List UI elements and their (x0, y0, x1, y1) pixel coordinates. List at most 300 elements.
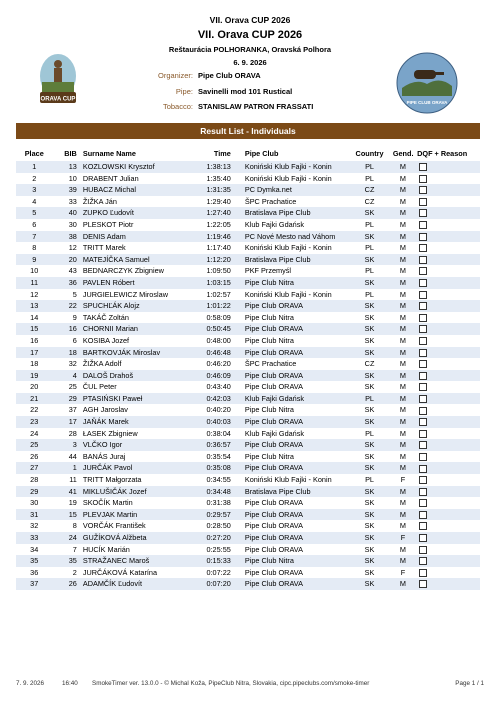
gender-cell: M (391, 393, 415, 405)
table-row (16, 486, 480, 498)
dqf-cell (415, 451, 480, 463)
bib-cell: 11 (69, 475, 77, 485)
time-cell: 0:46:48 (194, 347, 237, 359)
country-cell: SK (348, 254, 391, 266)
place-cell: 21 (16, 393, 52, 405)
place-cell: 35 (16, 555, 52, 567)
time-cell: 1:19:46 (194, 231, 237, 243)
club-cell: Bratislava Pipe Club (237, 254, 348, 266)
dqf-cell (415, 161, 480, 173)
bib-cell: 35 (52, 555, 80, 567)
table-row (16, 567, 480, 579)
club-cell: Pipe Club ORAVA (244, 521, 303, 531)
time-cell: 0:40:03 (194, 416, 237, 428)
dqf-cell (415, 567, 480, 579)
country-cell: PL (348, 161, 391, 173)
gender-cell: M (399, 196, 407, 206)
bib-cell: 6 (72, 335, 77, 345)
dqf-checkbox[interactable] (419, 569, 427, 577)
place-cell: 34 (30, 544, 39, 554)
table-row (16, 323, 480, 335)
dqf-cell (415, 439, 480, 451)
bib-cell: 32 (68, 359, 77, 369)
club-cell: ŠPC Prachatice (244, 359, 297, 369)
club-cell: Pipe Club Nitra (244, 335, 294, 345)
time-cell: 0:35:54 (206, 451, 231, 461)
table-row (16, 254, 480, 266)
country-cell: SK (364, 312, 375, 322)
place-cell: 32 (30, 521, 39, 531)
time-cell: 0:40:20 (206, 405, 231, 415)
country-cell: SK (364, 544, 375, 554)
dqf-cell (415, 381, 480, 393)
table-row (16, 555, 480, 567)
table-row (16, 219, 480, 231)
bib-cell: 28 (68, 428, 77, 438)
footer-date: 7. 9. 2026 (16, 680, 45, 687)
club-cell: Koniński Klub Fajki - Konin (244, 289, 332, 299)
gender-cell: M (391, 416, 415, 428)
dqf-checkbox[interactable] (419, 209, 427, 217)
bib-cell: 30 (68, 219, 77, 229)
dqf-checkbox[interactable] (419, 163, 427, 171)
bib-cell: 15 (52, 509, 80, 521)
place-cell: 7 (16, 231, 52, 243)
gender-cell: M (399, 219, 407, 229)
country-cell: SK (348, 231, 391, 243)
time-cell: 1:22:05 (206, 219, 231, 229)
country-cell: PL (365, 219, 374, 229)
name-cell: JURČÁK Pavol (81, 462, 194, 474)
gender-cell: M (399, 428, 407, 438)
club-cell: Koniński Klub Fajki - Konin (244, 243, 332, 253)
place-cell: 15 (16, 323, 52, 335)
time-cell: 1:31:35 (194, 184, 237, 196)
club-cell: Pipe Club Nitra (244, 451, 294, 461)
place-cell: 33 (16, 532, 52, 544)
footer-credits: SmokeTimer ver. 13.0.0 - © Michal Koža, PipeClub Nitra, Slovakia, cipc.pipeclubs.com/smoke-timer (92, 680, 370, 687)
name-cell: TRITT Marek (82, 243, 126, 253)
bib-cell: 12 (68, 243, 77, 253)
table-row (16, 207, 480, 219)
country-cell: SK (348, 207, 391, 219)
club-cell: ŠPC Prachatice (244, 196, 297, 206)
tobacco-label: Tobacco: (162, 102, 193, 111)
club-cell: Pipe Club ORAVA (244, 567, 303, 577)
dqf-checkbox[interactable] (419, 499, 427, 507)
name-cell: DENIS Adam (81, 231, 194, 243)
gender-cell: M (391, 254, 415, 266)
col-place: Place (16, 146, 52, 161)
table-row (16, 312, 480, 324)
country-cell: SK (364, 405, 375, 415)
country-cell: SK (348, 509, 391, 521)
country-cell: SK (364, 382, 375, 392)
dqf-checkbox[interactable] (419, 430, 427, 438)
country-cell: SK (364, 451, 375, 461)
dqf-checkbox[interactable] (419, 244, 427, 252)
bib-cell: 18 (52, 347, 80, 359)
time-cell: 1:02:57 (206, 289, 231, 299)
dqf-cell (415, 231, 480, 243)
dqf-cell (415, 474, 480, 486)
col-name: Surname Name (81, 146, 194, 161)
dqf-cell (415, 358, 480, 370)
place-cell: 24 (30, 428, 39, 438)
country-cell: PL (365, 289, 374, 299)
dqf-checkbox[interactable] (419, 186, 427, 194)
table-row (16, 265, 480, 277)
dqf-checkbox[interactable] (419, 441, 427, 449)
name-cell: VORČÁK František (82, 521, 146, 531)
club-cell: Bratislava Pipe Club (237, 207, 348, 219)
name-cell: TAKÁČ Zoltán (82, 312, 129, 322)
bib-cell: 9 (72, 312, 77, 322)
bib-cell: 2 (72, 567, 77, 577)
gender-cell: M (399, 335, 407, 345)
col-club: Pipe Club (237, 146, 348, 161)
gender-cell: M (391, 555, 415, 567)
gender-cell: M (391, 231, 415, 243)
dqf-checkbox[interactable] (419, 372, 427, 380)
dqf-checkbox[interactable] (419, 522, 427, 530)
dqf-checkbox[interactable] (419, 546, 427, 554)
table-row (16, 300, 480, 312)
club-cell: Pipe Club ORAVA (237, 370, 348, 382)
country-cell: SK (348, 462, 391, 474)
name-cell: JURGIELEWICZ Miroslaw (82, 289, 168, 299)
event-venue: Reštaurácia POLHORANKA, Oravská Polhora (168, 45, 332, 54)
time-cell: 0:46:09 (194, 370, 237, 382)
name-cell: ŽIŽKA Adolf (82, 359, 122, 369)
time-cell: 0:31:38 (206, 498, 231, 508)
bib-cell: 24 (52, 532, 80, 544)
place-cell: 12 (30, 289, 39, 299)
dqf-checkbox[interactable] (419, 256, 427, 264)
club-cell: Klub Fajki Gdańsk (237, 393, 348, 405)
dqf-cell (415, 370, 480, 382)
table-row (16, 544, 480, 556)
organizer-label: Organizer: (157, 71, 193, 80)
table-row (16, 277, 480, 289)
col-time: Time (194, 146, 237, 161)
table-row (16, 381, 480, 393)
dqf-checkbox[interactable] (419, 360, 427, 368)
pipe-club-orava-logo (396, 52, 458, 114)
dqf-checkbox[interactable] (419, 534, 427, 542)
time-cell: 1:12:20 (194, 254, 237, 266)
name-cell: PLEVJAK Martin (81, 509, 194, 521)
club-cell: PC Dymka.net (237, 184, 348, 196)
time-cell: 0:29:57 (194, 509, 237, 521)
name-cell: BANÁS Juraj (82, 451, 126, 461)
place-cell: 5 (16, 207, 52, 219)
club-cell: Pipe Club ORAVA (237, 323, 348, 335)
club-cell: Pipe Club ORAVA (244, 498, 303, 508)
bib-cell: 20 (52, 254, 80, 266)
table-row (16, 173, 480, 185)
dqf-checkbox[interactable] (419, 557, 427, 565)
bib-cell: 3 (52, 439, 80, 451)
country-cell: SK (364, 567, 375, 577)
dqf-checkbox[interactable] (419, 267, 427, 275)
dqf-cell (415, 393, 480, 405)
table-row (16, 532, 480, 544)
country-cell: SK (348, 300, 391, 312)
name-cell: DALOŠ Drahoš (81, 370, 194, 382)
bib-cell: 7 (72, 544, 77, 554)
name-cell: PAVLEN Róbert (81, 277, 194, 289)
bib-cell: 19 (68, 498, 77, 508)
time-cell: 0:35:08 (194, 462, 237, 474)
name-cell: HUBACZ Michal (81, 184, 194, 196)
time-cell: 0:34:55 (206, 475, 231, 485)
dqf-cell (415, 219, 480, 231)
club-cell: Klub Fajki Gdańsk (244, 428, 305, 438)
dqf-cell (415, 300, 480, 312)
club-cell: Pipe Club Nitra (244, 312, 294, 322)
country-cell: PL (365, 266, 374, 276)
club-cell: Pipe Club Nitra (244, 405, 294, 415)
result-list-banner: Result List - Individuals (16, 123, 480, 139)
dqf-cell (415, 265, 480, 277)
time-cell: 0:15:33 (194, 555, 237, 567)
dqf-cell (415, 544, 480, 556)
table-row (16, 347, 480, 359)
country-cell: PL (365, 475, 374, 485)
dqf-cell (415, 254, 480, 266)
name-cell: ADAMČÍK Ľudovít (81, 578, 194, 590)
dqf-checkbox[interactable] (419, 453, 427, 461)
time-cell: 0:25:55 (206, 544, 231, 554)
col-country: Country (348, 146, 391, 161)
dqf-cell (415, 323, 480, 335)
name-cell: ŽIŽKA Ján (82, 196, 117, 206)
country-cell: SK (348, 370, 391, 382)
col-gender: Gend. (391, 146, 415, 161)
time-cell: 1:27:40 (194, 207, 237, 219)
country-cell: SK (348, 532, 391, 544)
name-cell: SKOČÍK Martin (82, 498, 133, 508)
dqf-cell (415, 347, 480, 359)
dqf-checkbox[interactable] (419, 233, 427, 241)
bib-cell: 33 (68, 196, 77, 206)
place-cell: 26 (30, 451, 39, 461)
bib-cell: 43 (68, 266, 77, 276)
table-row (16, 578, 480, 590)
dqf-checkbox[interactable] (419, 580, 427, 588)
name-cell: STRAŽANEC Maroš (81, 555, 194, 567)
dqf-checkbox[interactable] (419, 465, 427, 473)
country-cell: SK (348, 323, 391, 335)
place-cell: 28 (30, 475, 39, 485)
dqf-checkbox[interactable] (419, 511, 427, 519)
gender-cell: M (399, 544, 407, 554)
tobacco-value: STANISLAW PATRON FRASSATI (198, 102, 314, 111)
place-cell: 14 (30, 312, 39, 322)
table-row (16, 474, 480, 486)
country-cell: PL (348, 393, 391, 405)
time-cell: 1:01:22 (194, 300, 237, 312)
name-cell: ŁASEK Zbigniew (82, 428, 138, 438)
place-cell: 18 (30, 359, 39, 369)
bib-cell: 44 (68, 451, 77, 461)
time-cell: 0:36:57 (194, 439, 237, 451)
bib-cell: 40 (52, 207, 80, 219)
dqf-checkbox[interactable] (419, 198, 427, 206)
left-logo-text: ORAVA CUP (40, 96, 76, 103)
place-cell: 37 (16, 578, 52, 590)
dqf-checkbox[interactable] (419, 476, 427, 484)
dqf-checkbox[interactable] (419, 175, 427, 183)
dqf-checkbox[interactable] (419, 325, 427, 333)
dqf-checkbox[interactable] (419, 302, 427, 310)
table-row (16, 428, 480, 440)
time-cell: 0:07:20 (194, 578, 237, 590)
club-cell: Koniński Klub Fajki - Konin (244, 475, 332, 485)
document-top-title: VII. Orava CUP 2026 (209, 15, 291, 25)
gender-cell: M (391, 347, 415, 359)
table-row (16, 520, 480, 532)
bib-cell: 39 (52, 184, 80, 196)
country-cell: SK (348, 347, 391, 359)
club-cell: Koniński Klub Fajki - Konin (237, 161, 348, 173)
dqf-checkbox[interactable] (419, 279, 427, 287)
club-cell: Pipe Club Nitra (237, 555, 348, 567)
bib-cell: 8 (72, 521, 77, 531)
dqf-checkbox[interactable] (419, 383, 427, 391)
table-row (16, 370, 480, 382)
club-cell: PC Nové Mesto nad Váhom (237, 231, 348, 243)
gender-cell: M (399, 359, 407, 369)
club-cell: Klub Fajki Gdańsk (244, 219, 305, 229)
dqf-cell (415, 555, 480, 567)
country-cell: SK (348, 416, 391, 428)
dqf-checkbox[interactable] (419, 221, 427, 229)
place-cell: 9 (16, 254, 52, 266)
gender-cell: M (391, 509, 415, 521)
place-cell: 19 (16, 370, 52, 382)
gender-cell: M (391, 184, 415, 196)
time-cell: 0:34:48 (194, 486, 237, 498)
place-cell: 22 (30, 405, 39, 415)
country-cell: PL (365, 173, 374, 183)
place-cell: 23 (16, 416, 52, 428)
club-cell: Pipe Club ORAVA (237, 578, 348, 590)
gender-cell: M (391, 161, 415, 173)
place-cell: 1 (16, 161, 52, 173)
name-cell: AGH Jaroslav (82, 405, 128, 415)
dqf-checkbox[interactable] (419, 291, 427, 299)
country-cell: SK (348, 277, 391, 289)
bib-cell: 1 (52, 462, 80, 474)
name-cell: MIKLUŠIČÁK Jozef (81, 486, 194, 498)
name-cell: BARTKOVJÁK Miroslav (81, 347, 194, 359)
dqf-cell (415, 462, 480, 474)
dqf-checkbox[interactable] (419, 488, 427, 496)
dqf-checkbox[interactable] (419, 337, 427, 345)
gender-cell: M (399, 405, 407, 415)
place-cell: 13 (16, 300, 52, 312)
time-cell: 0:28:50 (206, 521, 231, 531)
pipe-label: Pipe: (175, 87, 193, 96)
gender-cell: M (391, 462, 415, 474)
dqf-cell (415, 242, 480, 254)
gender-cell: M (399, 243, 407, 253)
place-cell: 8 (32, 243, 37, 253)
club-cell: Pipe Club ORAVA (237, 532, 348, 544)
dqf-checkbox[interactable] (419, 314, 427, 322)
club-cell: Pipe Club ORAVA (237, 462, 348, 474)
gender-cell: F (400, 567, 406, 577)
dqf-cell (415, 416, 480, 428)
gender-cell: M (391, 323, 415, 335)
dqf-cell (415, 207, 480, 219)
dqf-cell (415, 428, 480, 440)
club-cell: Pipe Club Nitra (237, 277, 348, 289)
bib-cell: 4 (52, 370, 80, 382)
time-cell: 0:27:20 (194, 532, 237, 544)
bib-cell: 29 (52, 393, 80, 405)
club-cell: Pipe Club ORAVA (237, 416, 348, 428)
place-cell: 31 (16, 509, 52, 521)
organizer-value: Pipe Club ORAVA (198, 71, 261, 80)
place-cell: 29 (16, 486, 52, 498)
gender-cell: M (391, 277, 415, 289)
dqf-checkbox[interactable] (419, 349, 427, 357)
country-cell: CZ (364, 196, 375, 206)
time-cell: 1:17:40 (206, 243, 231, 253)
dqf-cell (415, 486, 480, 498)
time-cell: 1:29:40 (206, 196, 231, 206)
place-cell: 36 (30, 567, 39, 577)
table-row (16, 289, 480, 301)
dqf-cell (415, 335, 480, 347)
bib-cell: 10 (68, 173, 77, 183)
club-cell: Pipe Club ORAVA (237, 509, 348, 521)
dqf-checkbox[interactable] (419, 418, 427, 426)
bib-cell: 16 (52, 323, 80, 335)
table-header-row (16, 146, 480, 161)
event-title: VII. Orava CUP 2026 (197, 29, 303, 41)
dqf-cell (415, 277, 480, 289)
table-row (16, 161, 480, 173)
dqf-cell (415, 196, 480, 208)
bib-cell: 5 (72, 289, 77, 299)
place-cell: 25 (16, 439, 52, 451)
club-cell: Pipe Club ORAVA (237, 439, 348, 451)
col-dqf: DQF + Reason (415, 146, 480, 161)
bib-cell: 37 (68, 405, 77, 415)
name-cell: ZUPKO Ľudovít (81, 207, 194, 219)
gender-cell: M (391, 578, 415, 590)
dqf-cell (415, 578, 480, 590)
table-row (16, 242, 480, 254)
time-cell: 0:58:09 (206, 312, 231, 322)
gender-cell: M (399, 289, 407, 299)
table-row (16, 416, 480, 428)
name-cell: VLČKO Igor (81, 439, 194, 451)
dqf-checkbox[interactable] (419, 407, 427, 415)
dqf-cell (415, 532, 480, 544)
name-cell: KOZLOWSKI Krysztof (81, 161, 194, 173)
bib-cell: 22 (52, 300, 80, 312)
name-cell: JURČÁKOVÁ Katarína (82, 567, 158, 577)
time-cell: 0:38:04 (206, 428, 231, 438)
name-cell: DRABENT Julian (82, 173, 139, 183)
country-cell: SK (348, 555, 391, 567)
dqf-checkbox[interactable] (419, 395, 427, 403)
